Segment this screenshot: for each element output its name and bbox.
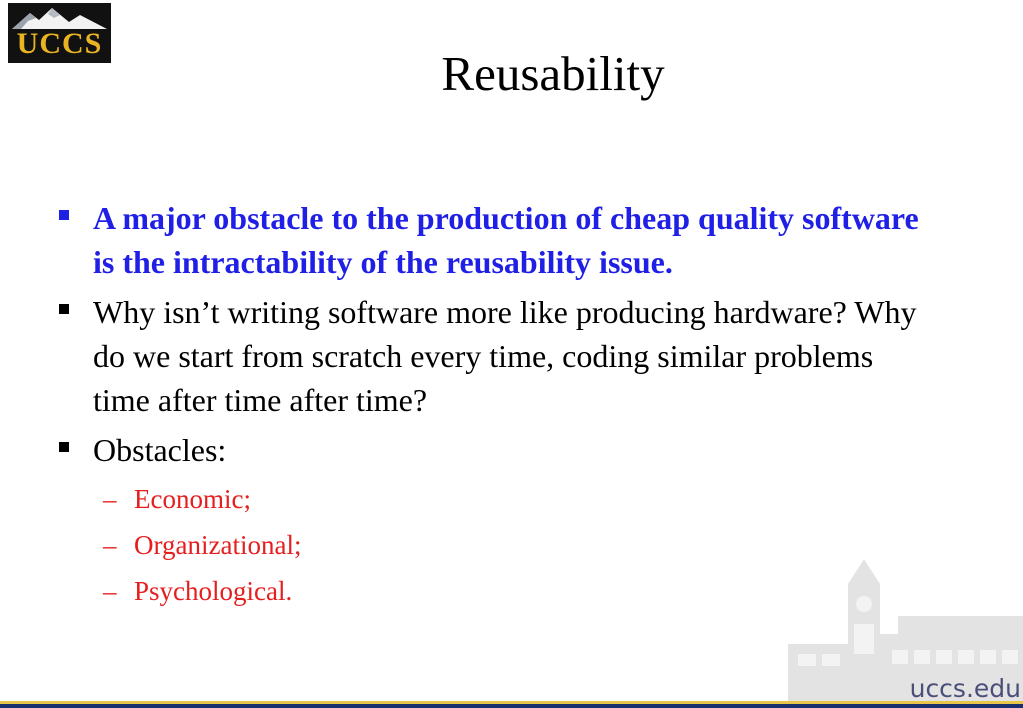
sub-bullet-text: Organizational; [134, 530, 302, 560]
bullet-item [55, 196, 935, 284]
dash-bullet-icon: – [103, 576, 117, 606]
footer-url: uccs.edu [909, 674, 1021, 703]
bullet-text: A major obstacle to the production of cheap quality software is the intractability of the reusability issue. [93, 200, 919, 280]
bullet-text: Why isn’t writing software more like producing hardware? Why do we start from scratch every time, coding similar problems time after time after time? [93, 294, 917, 418]
square-bullet-icon [59, 210, 69, 220]
bullet-text: Obstacles: [93, 432, 227, 468]
dash-bullet-icon: – [103, 484, 117, 514]
square-bullet-icon [59, 442, 69, 452]
sub-bullet-item [93, 476, 935, 522]
footer-navy-line [0, 704, 1023, 708]
sub-bullet-text: Economic; [134, 484, 251, 514]
square-bullet-icon [59, 304, 69, 314]
slide-title: Reusability [441, 46, 665, 101]
bullet-item [55, 290, 935, 422]
logo-text: UCCS [16, 27, 103, 60]
sub-bullet-text: Psychological. [134, 576, 293, 606]
dash-bullet-icon: – [103, 530, 117, 560]
